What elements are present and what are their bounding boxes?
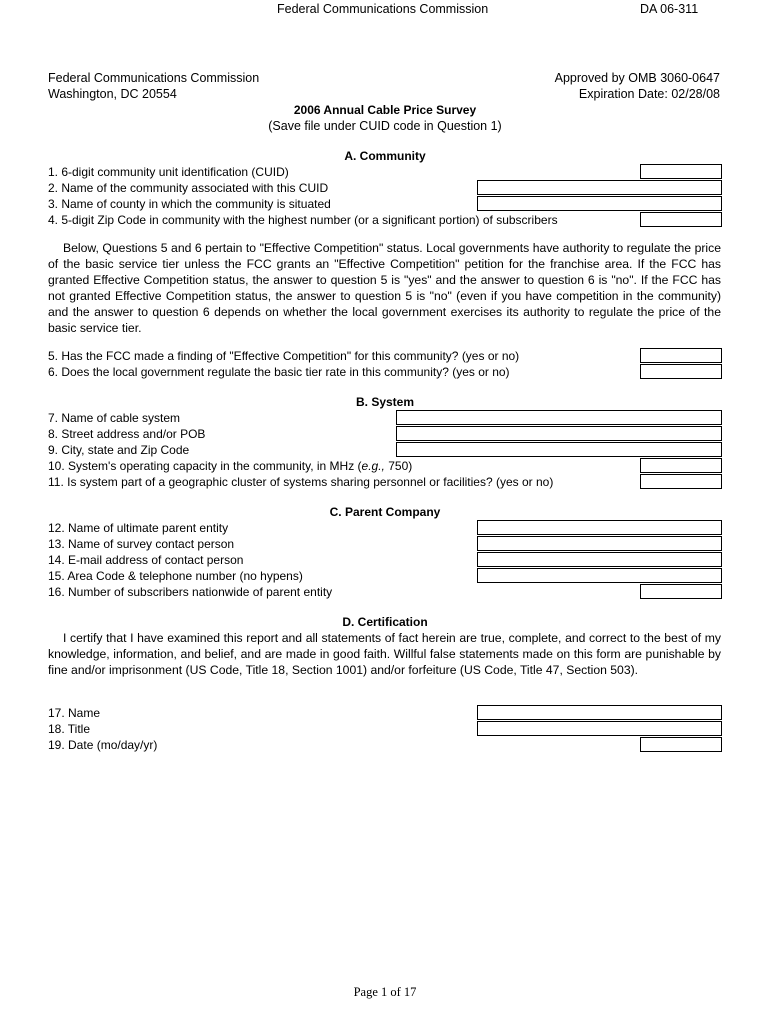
- q4-zip-field[interactable]: [640, 212, 722, 227]
- q3-county-field[interactable]: [477, 196, 722, 211]
- q1-label: 1. 6-digit community unit identification (CUID): [48, 165, 289, 179]
- form-title: 2006 Annual Cable Price Survey: [293, 103, 477, 117]
- q13-contact-person-field[interactable]: [477, 536, 722, 551]
- q15-label: 15. Area Code & telephone number (no hypens): [48, 569, 303, 583]
- q3-label: 3. Name of county in which the community is situated: [48, 197, 331, 211]
- q12-label: 12. Name of ultimate parent entity: [48, 521, 229, 535]
- section-c-heading: C. Parent Company: [329, 505, 441, 519]
- q8-label: 8. Street address and/or POB: [48, 427, 206, 441]
- q11-label: 11. Is system part of a geographic cluster of systems sharing personnel or facilities? (yes or no): [48, 475, 554, 489]
- q10-label: 10. System's operating capacity in the community, in MHz (e.g., 750): [48, 459, 413, 473]
- q17-label: 17. Name: [48, 706, 101, 720]
- q14-email-field[interactable]: [477, 552, 722, 567]
- expiration-date: Expiration Date: 02/28/08: [578, 87, 720, 101]
- effective-competition-note: Below, Questions 5 and 6 pertain to "Effective Competition" status. Local governments have authority to regulate the price of the basic service tier unless the FCC grants an "Effective Competition" petition for the franchise area. If the FCC has granted Effective Competition status, the answer to question 5 is "yes" and the answer to question 6 is "no". If the FCC has not granted Effective Competition status, the answer to question 5 is "no" (even if you have competition in the community) and the answer to question 6 depends on whether the local government exercises its authority to regulate the price of the basic service tier.: [48, 241, 721, 335]
- form-subtitle: (Save file under CUID code in Question 1): [268, 119, 502, 133]
- q6-label: 6. Does the local government regulate the basic tier rate in this community? (yes or no): [48, 365, 510, 379]
- q5-label: 5. Has the FCC made a finding of "Effective Competition" for this community? (yes or no): [48, 349, 520, 363]
- q15-telephone-field[interactable]: [477, 568, 722, 583]
- q7-label: 7. Name of cable system: [48, 411, 181, 425]
- q9-city-state-zip-field[interactable]: [396, 442, 722, 457]
- page-number: Page 1 of 17: [353, 985, 417, 999]
- q18-title-field[interactable]: [477, 721, 722, 736]
- q16-subscribers-field[interactable]: [640, 584, 722, 599]
- q16-label: 16. Number of subscribers nationwide of parent entity: [48, 585, 333, 599]
- q11-cluster-field[interactable]: [640, 474, 722, 489]
- q19-label: 19. Date (mo/day/yr): [48, 738, 158, 752]
- q17-name-field[interactable]: [477, 705, 722, 720]
- q14-label: 14. E-mail address of contact person: [48, 553, 244, 567]
- section-d-heading: D. Certification: [342, 615, 428, 629]
- q12-parent-entity-field[interactable]: [477, 520, 722, 535]
- header-agency: Federal Communications Commission: [277, 2, 489, 16]
- certification-text: I certify that I have examined this report and all statements of fact herein are true, complete, and correct to the best of my knowledge, information, and belief, and are made in good faith. Willful false statements made on this form are punishable by fine and/or imprisonment (US Code, Title 18, Section 1001) and/or forfeiture (US Code, Title 47, Section 503).: [48, 631, 721, 677]
- q2-community-name-field[interactable]: [477, 180, 722, 195]
- q7-system-name-field[interactable]: [396, 410, 722, 425]
- q10-capacity-field[interactable]: [640, 458, 722, 473]
- section-a-heading: A. Community: [344, 149, 426, 163]
- omb-approval: Approved by OMB 3060-0647: [554, 71, 720, 85]
- letterhead-address: Washington, DC 20554: [48, 87, 177, 101]
- q1-cuid-field[interactable]: [640, 164, 722, 179]
- q2-label: 2. Name of the community associated with this CUID: [48, 181, 329, 195]
- q4-label: 4. 5-digit Zip Code in community with the highest number (or a significant portion) of subscribers: [48, 213, 558, 227]
- q13-label: 13. Name of survey contact person: [48, 537, 235, 551]
- q19-date-field[interactable]: [640, 737, 722, 752]
- q5-effective-competition-field[interactable]: [640, 348, 722, 363]
- q8-street-address-field[interactable]: [396, 426, 722, 441]
- header-doc-number: DA 06-311: [640, 2, 699, 16]
- letterhead-agency: Federal Communications Commission: [48, 71, 260, 85]
- q6-regulation-field[interactable]: [640, 364, 722, 379]
- section-b-heading: B. System: [355, 395, 415, 409]
- q9-label: 9. City, state and Zip Code: [48, 443, 190, 457]
- q18-label: 18. Title: [48, 722, 91, 736]
